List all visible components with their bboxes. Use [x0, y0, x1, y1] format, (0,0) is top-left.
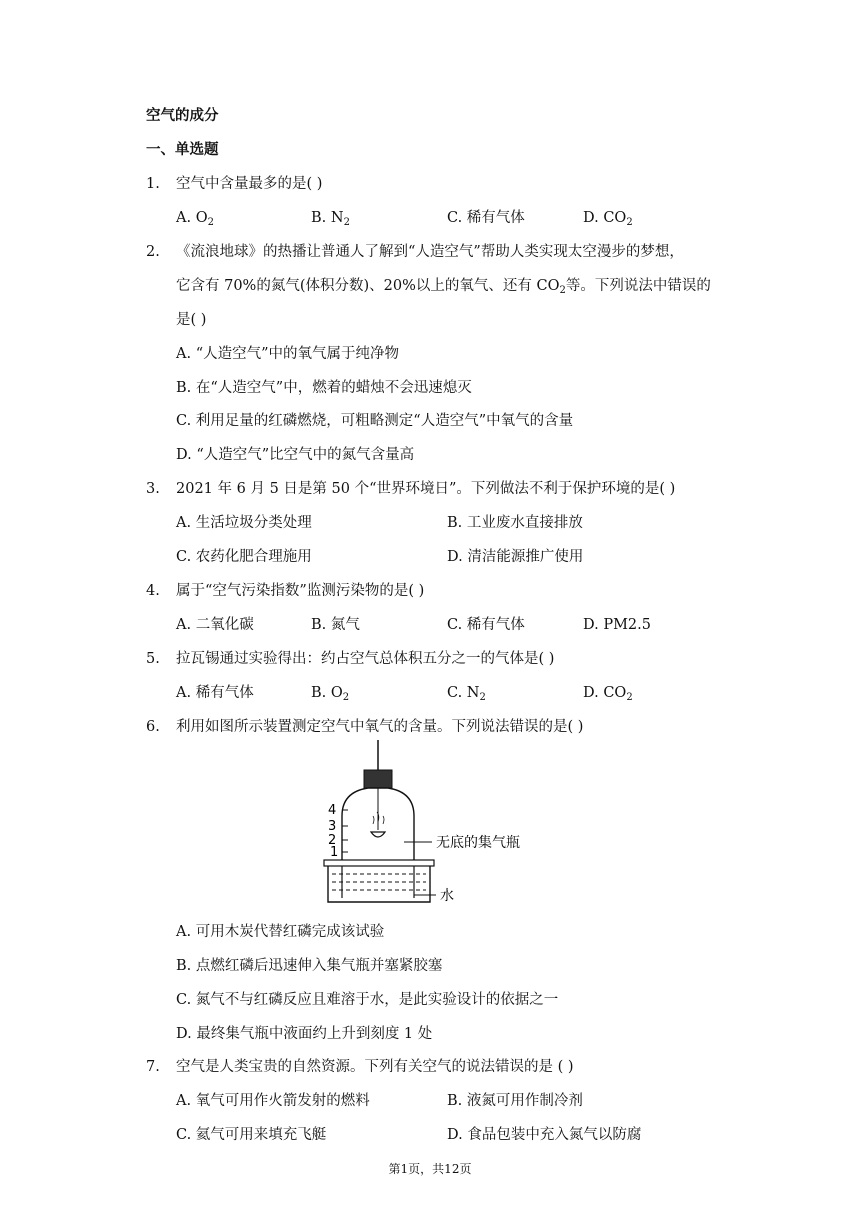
combustion-spoon	[371, 832, 385, 837]
option-a: A. 氧气可用作火箭发射的燃料	[176, 1093, 370, 1109]
option-a: A. “人造空气”中的氧气属于纯净物	[176, 346, 400, 362]
option-d: D. 最终集气瓶中液面约上升到刻度 1 处	[176, 1026, 433, 1042]
question-number: 7.	[146, 1059, 160, 1075]
option-d: D. $CO_2$	[583, 685, 633, 703]
option-b: B. $N_2$	[311, 210, 350, 228]
section-heading: 一、单选题	[146, 142, 219, 158]
page-title: 空气的成分	[146, 108, 219, 124]
label-water: 水	[440, 888, 454, 904]
scale-mark-3: 3	[328, 819, 337, 834]
question-number: 4.	[146, 583, 160, 599]
option-a: A. 稀有气体	[176, 685, 254, 701]
question-stem: 2021 年 6 月 5 日是第 50 个“世界环境日”。下列做法不利于保护环境的是( )	[176, 481, 676, 497]
option-a: A. 可用木炭代替红磷完成该试验	[176, 924, 385, 940]
question-number: 1.	[146, 176, 160, 192]
question-stem: 拉瓦锡通过实验得出：约占空气总体积五分之一的气体是( )	[176, 651, 555, 667]
question-stem-line-3: 是( )	[176, 312, 207, 328]
question-stem: 利用如图所示装置测定空气中氧气的含量。下列说法错误的是( )	[176, 719, 584, 735]
question-number: 5.	[146, 651, 160, 667]
option-c: C. 利用足量的红磷燃烧，可粗略测定“人造空气”中氧气的含量	[176, 413, 574, 429]
option-b: B. 点燃红磷后迅速伸入集气瓶并塞紧胶塞	[176, 958, 443, 974]
option-d: D. 食品包装中充入氮气以防腐	[447, 1127, 642, 1143]
option-c: C. 氦气可用来填充飞艇	[176, 1127, 327, 1143]
option-d: D. “人造空气”比空气中的氮气含量高	[176, 447, 415, 463]
experiment-apparatus-figure	[318, 740, 548, 910]
option-c: C. 氮气不与红磷反应且难溶于水，是此实验设计的依据之一	[176, 992, 559, 1008]
question-stem-line-2: 它含有 70%的氮气(体积分数)、20%以上的氧气、还有 $CO_2$等。下列说法中错误的	[176, 278, 711, 296]
option-d: D. PM2.5	[583, 617, 651, 633]
trough-rim	[324, 860, 434, 866]
scale-mark-1: 1	[330, 845, 339, 860]
option-a: A. 二氧化碳	[176, 617, 254, 633]
option-c: C. 农药化肥合理施用	[176, 549, 312, 565]
page-footer: 第1页，共12页	[388, 1162, 472, 1176]
question-stem: 空气中含量最多的是( )	[176, 176, 323, 192]
question-number: 2.	[146, 244, 160, 260]
question-number: 6.	[146, 719, 160, 735]
rubber-stopper	[364, 770, 392, 788]
question-stem-line-1: 《流浪地球》的热播让普通人了解到“人造空气”帮助人类实现太空漫步的梦想，	[176, 244, 684, 260]
option-b: B. 液氮可用作制冷剂	[447, 1093, 583, 1109]
option-b: B. $O_2$	[311, 685, 350, 703]
option-d: D. $CO_2$	[583, 210, 633, 228]
water-trough	[328, 866, 430, 902]
option-c: C. 稀有气体	[447, 617, 525, 633]
option-a: A. 生活垃圾分类处理	[176, 515, 312, 531]
question-number: 3.	[146, 481, 160, 497]
scale-mark-4: 4	[328, 803, 337, 818]
question-stem: 空气是人类宝贵的自然资源。下列有关空气的说法错误的是 ( )	[176, 1059, 574, 1075]
water-surface	[332, 874, 426, 890]
option-d: D. 清洁能源推广使用	[447, 549, 584, 565]
option-b: B. 氮气	[311, 617, 360, 633]
option-b: B. 在“人造空气”中，燃着的蜡烛不会迅速熄灭	[176, 380, 472, 396]
label-bottle: 无底的集气瓶	[436, 835, 520, 851]
option-c: C. $N_2$	[447, 685, 486, 703]
question-stem: 属于“空气污染指数”监测污染物的是( )	[176, 583, 425, 599]
option-a: A. $O_2$	[176, 210, 214, 228]
scale-mark-2: 2	[328, 833, 337, 848]
option-c: C. 稀有气体	[447, 210, 525, 226]
option-b: B. 工业废水直接排放	[447, 515, 583, 531]
